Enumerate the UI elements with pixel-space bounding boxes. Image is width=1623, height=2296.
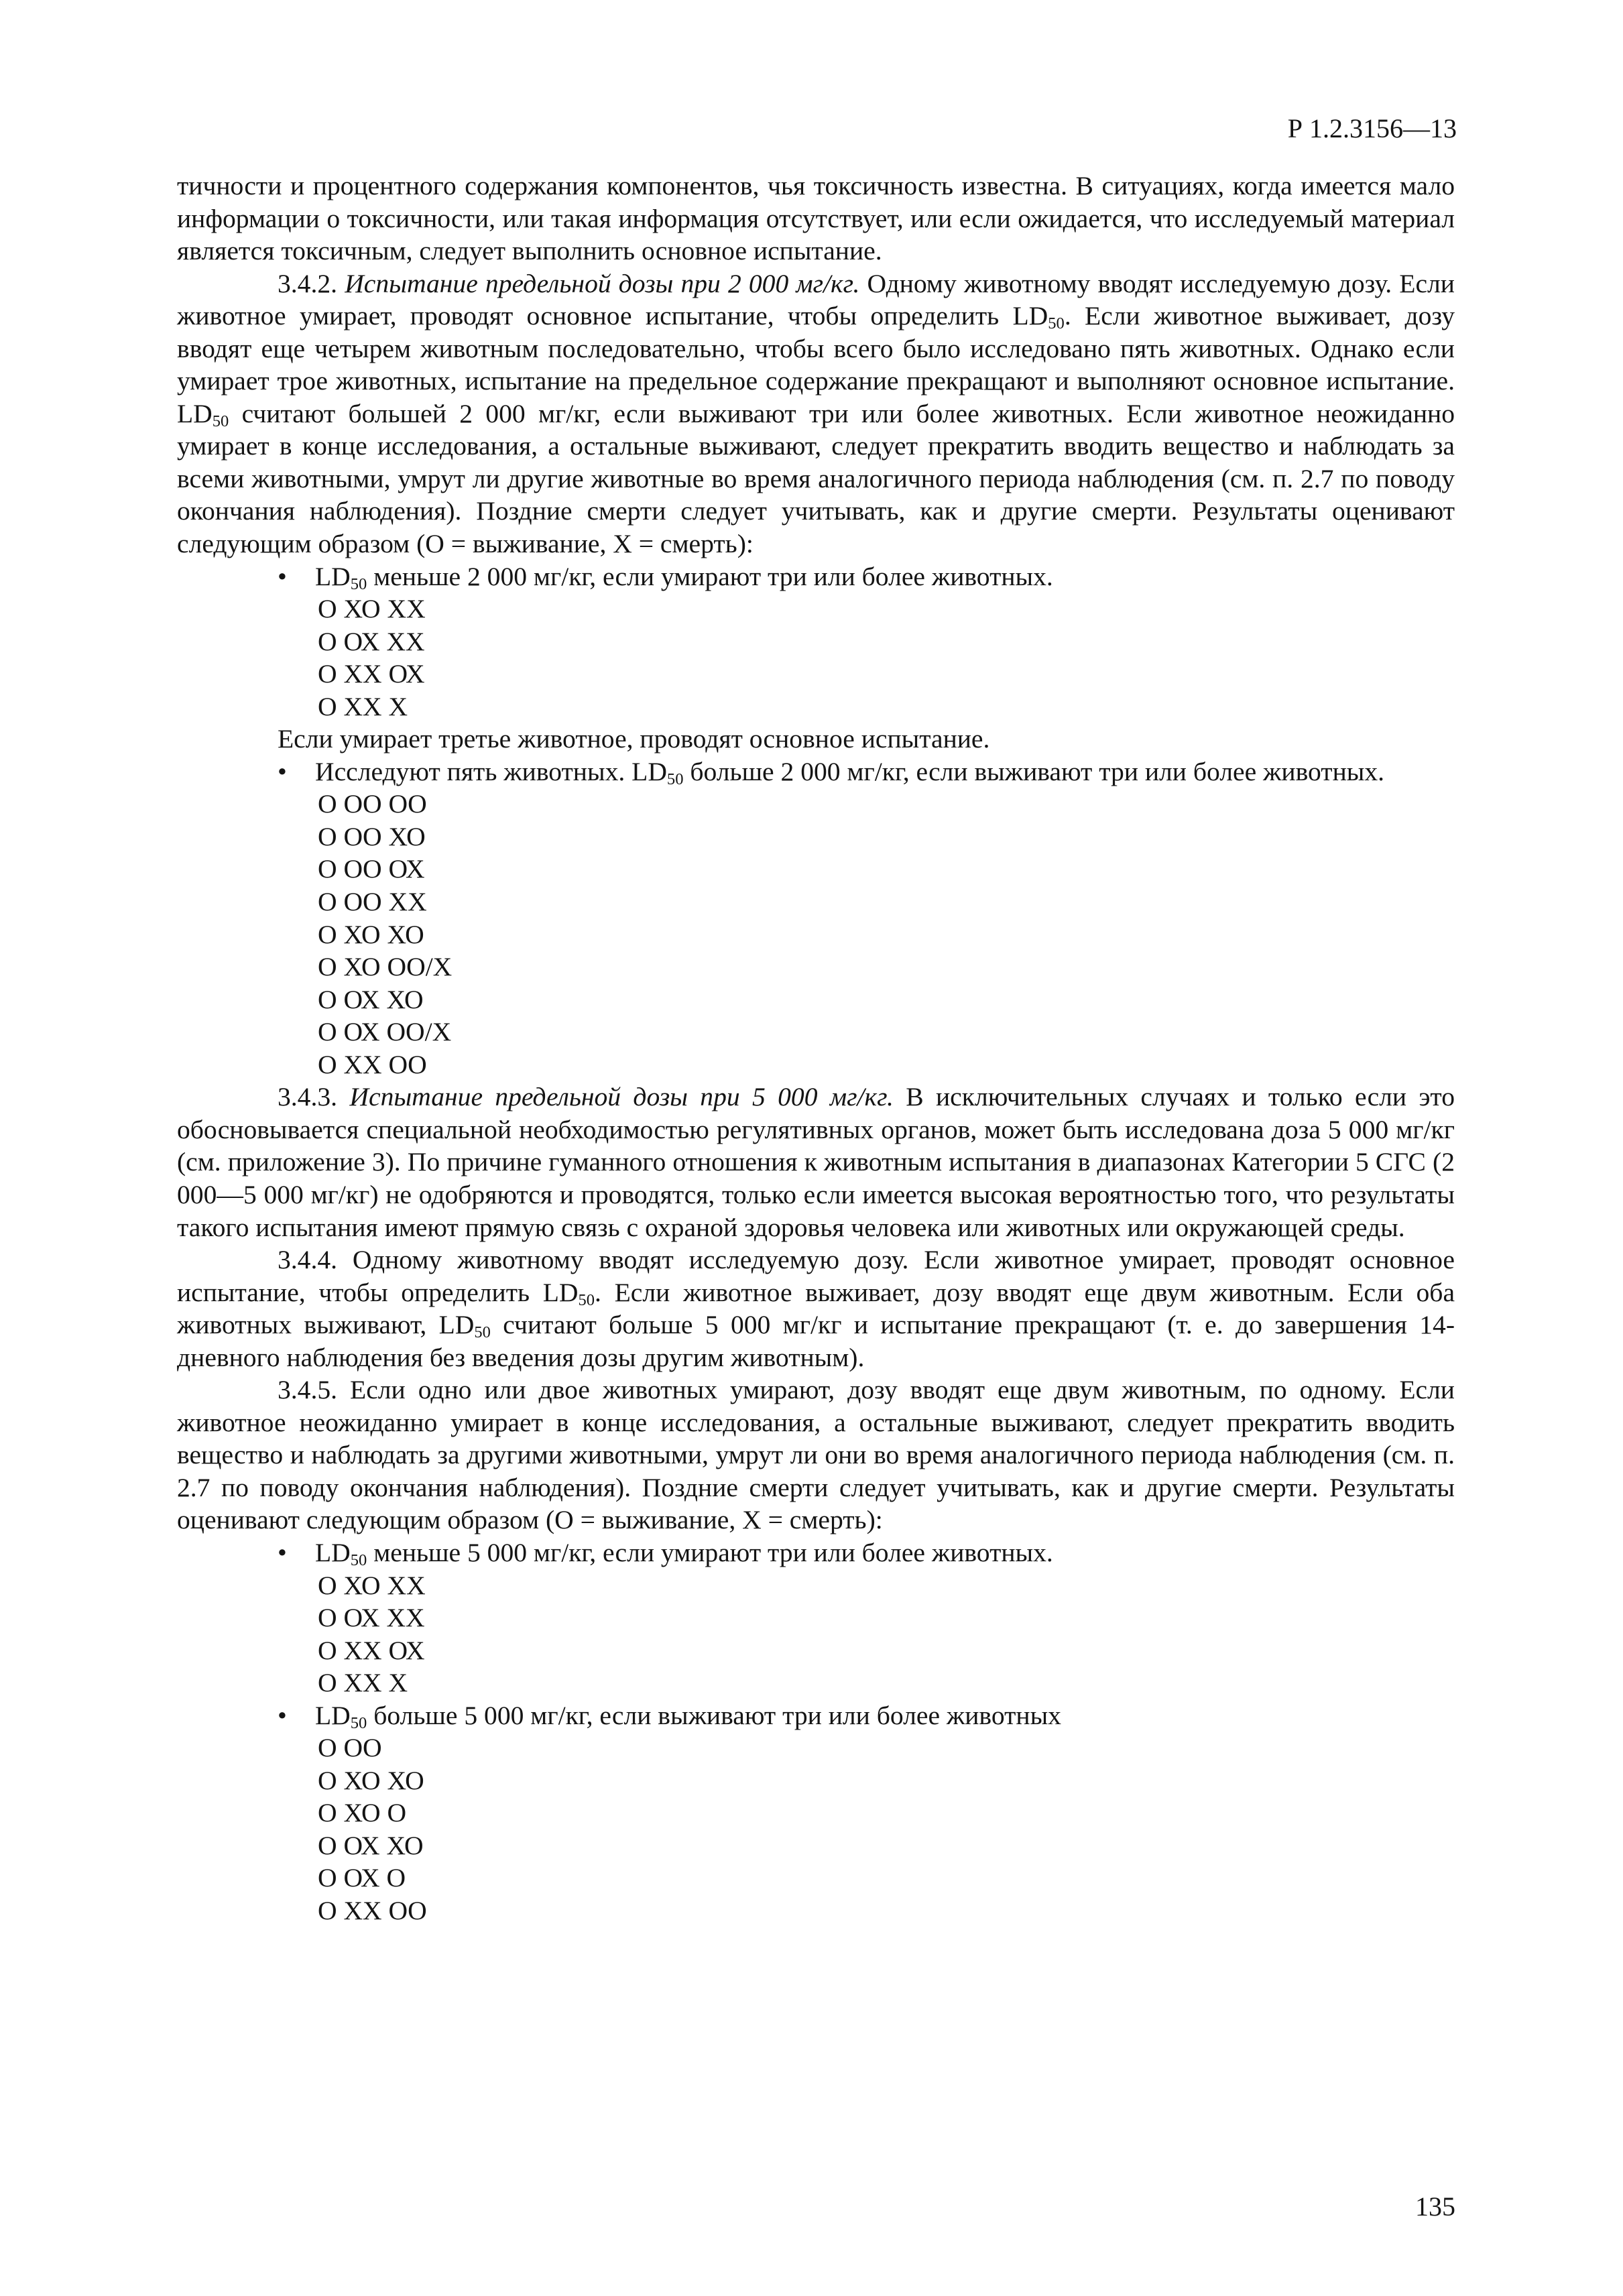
outcome-code: О ОО ХХ <box>318 887 427 917</box>
section-title: Испытание предельной дозы при 5 000 мг/кг. <box>349 1082 894 1112</box>
outcome-code: О ОО ХО <box>318 821 426 851</box>
outcome-code: О ХХ ОХ <box>318 659 425 689</box>
bullet-ld50-below-5000: • $LD_{50}$ меньше 5 000 мг/кг, если умирают три или более животных. <box>278 1537 1053 1570</box>
outcome-list-2 <box>177 788 1455 1081</box>
outcome-code: О ХХ Х <box>318 691 408 721</box>
outcome-code: О ОХ ХО <box>318 1830 424 1860</box>
paragraph-3-4-5: 3.4.5. Если одно или двое животных умирают, дозу вводят еще двум животным, по одному. Если животное неожиданно умирает в конце исследования, а остальные выживают, следует прекратить вводить вещество и наблюдать за другими животными, умрут ли они во время аналогичного периода наблюдения (см. п. 2.7 по поводу окончания наблюдения). Поздние смерти следует учитывать, как и другие смерти. Результаты оценивают следующим образом (О = выживание, Х = смерть): <box>177 1375 1455 1535</box>
outcome-code: О ОХ ХХ <box>318 626 425 656</box>
page-number: 135 <box>1415 2191 1455 2222</box>
outcome-code: О ХХ Х <box>318 1668 408 1698</box>
bullet-five-animals: • Исследуют пять животных. $LD_{50}$ больше 2 000 мг/кг, если выживают три или более животных. <box>278 756 1385 788</box>
section-number: 3.4.3. <box>278 1082 338 1112</box>
outcome-code: О ХО ОО/Х <box>318 952 453 982</box>
section-title: Испытание предельной дозы при 2 000 мг/кг. <box>345 268 860 298</box>
third-animal-dies-note: Если умирает третье животное, проводят основное испытание. <box>278 724 990 754</box>
paragraph-3-4-2: 3.4.2. Испытание предельной дозы при 2 000 мг/кг. Одному животному вводят исследуемую дозу. Если животное умирает, проводят основное испытание, чтобы определить $LD_{50}$. Если животное выживает, дозу вводят еще четырем животным последовательно, чтобы всего было исследовано пять животных. Однако если умирает трое животных, испытание на предельное содержание прекращают и выполняют основное испытание. $LD_{50}$ считают большей 2 000 мг/кг, если выживают три или более животных. Если животное неожиданно умирает в конце исследования, а остальные выживают, следует прекратить вводить вещество и наблюдать за всеми животными, умрут ли другие животные во время аналогичного периода наблюдения (см. п. 2.7 по поводу окончания наблюдения). Поздние смерти следует учитывать, как и другие смерти. Результаты оценивают следующим образом (О = выживание, Х = смерть): <box>177 268 1455 559</box>
bullet-icon: • <box>278 756 287 786</box>
bullet-ld50-above-5000: • $LD_{50}$ больше 5 000 мг/кг, если выживают три или более животных <box>278 1700 1061 1732</box>
outcome-code: О ХХ ОХ <box>318 1635 425 1665</box>
section-number: 3.4.2. <box>278 268 338 298</box>
bullet-icon: • <box>278 561 287 591</box>
outcome-code: О ХХ ОО <box>318 1049 427 1079</box>
outcome-code: О ОХ ХХ <box>318 1603 425 1633</box>
outcome-code: О ХО ХО <box>318 1765 424 1795</box>
outcome-code: О ХХ ОО <box>318 1895 427 1925</box>
outcome-code: О ОХ ОО/Х <box>318 1017 452 1047</box>
outcome-code: О ОО ОХ <box>318 854 425 884</box>
paragraph-3-4-4: 3.4.4. Одному животному вводят исследуемую дозу. Если животное умирает, проводят основное испытание, чтобы определить $LD_{50}$. Если животное выживает, дозу вводят еще двум животным. Если оба животных выживают, $LD_{50}$ считают больше 5 000 мг/кг и испытание прекращают (т. е. до завершения 14-дневного наблюдения без введения дозы другим животным). <box>177 1245 1455 1372</box>
outcome-list-4 <box>177 1732 1455 1927</box>
page-header-doc-code: Р 1.2.3156—13 <box>1287 113 1457 143</box>
outcome-code: О ХО ХХ <box>318 594 426 624</box>
outcome-code: О ОО ОО <box>318 789 427 819</box>
outcome-code: О ОХ О <box>318 1863 406 1893</box>
page-body <box>177 170 1455 1927</box>
outcome-list-1 <box>177 593 1455 723</box>
outcome-code: О ХО ХХ <box>318 1570 426 1600</box>
paragraph-3-4-3: 3.4.3. Испытание предельной дозы при 5 000 мг/кг. В исключительных случаях и только если это обосновывается специальной необходимостью регулятивных органов, может быть исследована доза 5 000 мг/кг (см. приложение 3). По причине гуманного отношения к животным испытания в диапазонах Категории 5 СГС (2 000—5 000 мг/кг) не одобряются и проводятся, только если имеется высокая вероятностью того, что результаты такого испытания имеют прямую связь с охраной здоровья человека или животных или окружающей среды. <box>177 1082 1455 1242</box>
bullet-ld50-below-2000: • $LD_{50}$ меньше 2 000 мг/кг, если умирают три или более животных. <box>278 561 1053 593</box>
paragraph-continuation: тичности и процентного содержания компонентов, чья токсичность известна. В ситуациях, когда имеется мало информации о токсичности, или такая информация отсутствует, или если ожидается, что исследуемый материал является токсичным, следует выполнить основное испытание. <box>177 171 1455 266</box>
outcome-list-3 <box>177 1569 1455 1699</box>
bullet-icon: • <box>278 1700 287 1730</box>
bullet-icon: • <box>278 1537 287 1567</box>
outcome-code: О ХО О <box>318 1798 407 1828</box>
outcome-code: О ОХ ХО <box>318 984 424 1014</box>
outcome-code: О ОО <box>318 1733 382 1763</box>
outcome-code: О ХО ХО <box>318 919 424 949</box>
